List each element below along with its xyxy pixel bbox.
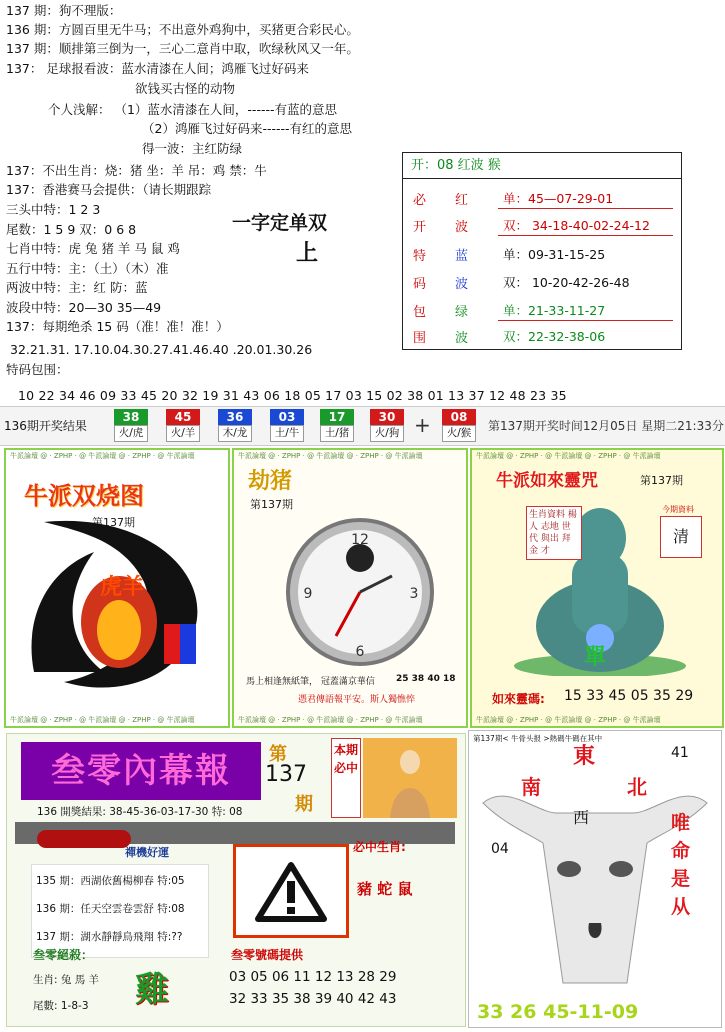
box-row-label: 必: [413, 193, 427, 208]
text-line: 137：不出生肖：烧：猪 坐：羊 吊：鸡 禁：牛: [6, 163, 267, 178]
panel-buddha: [470, 448, 724, 728]
box-row-label: 码: [413, 277, 427, 292]
panel-poem-line: 馬上相逢無紙筆， 冠蓋滿京華信: [246, 677, 375, 687]
panel-border-text: 牛派論壇 @ · ZPHP · @ 牛派論壇 @ · ZPHP · @ 牛派論壇: [476, 452, 661, 460]
text-line: 137 期：狗不理版：: [6, 3, 122, 18]
box-row-label: 围: [413, 331, 427, 346]
must-zodiac-label: 必中生肖:: [353, 840, 406, 854]
issue-prefix: 第: [269, 744, 287, 765]
black-swirl-graphic: [24, 512, 220, 698]
result-line: 136 開獎結果: 38-45-36-03-17-30 特: 08: [37, 806, 243, 818]
number-04: 04: [491, 841, 509, 857]
right-text: 清: [660, 516, 702, 558]
text-line: 波段中特：20—30 35—49: [6, 300, 162, 315]
numbers-row: 10 22 34 46 09 33 45 20 32 19 31 43 06 18 05 17 03 15 02 38 01 13 37 12 48 23 35: [18, 388, 567, 403]
kill-zodiac: 生肖: 兔 馬 羊: [33, 974, 100, 986]
box-header: 开：08 红波 猴: [403, 153, 681, 179]
result-ball: 36 木/龙: [218, 409, 252, 442]
box-row-label: 特: [413, 249, 427, 264]
text-line: 得一波：主红防绿: [142, 141, 243, 156]
south-char: 南: [521, 775, 541, 799]
list-item: 136 期：任天空雲卷雲舒 特:08: [36, 903, 185, 915]
bottom-numbers: 33 26 45-11-09: [477, 1001, 639, 1023]
code-row: 03 05 06 11 12 13 28 29: [229, 969, 397, 985]
panel-border-text: 牛派論壇 @ · ZPHP · @ 牛派論壇 @ · ZPHP · @ 牛派論壇: [10, 452, 195, 460]
left-zodiac-text: 生肖資料 楊人 志地 世代 與出 拜金 才: [526, 506, 582, 560]
kill-title: 叁零絕殺：: [33, 948, 94, 962]
code-grid: [229, 966, 396, 1010]
issue-suffix: 期: [295, 794, 313, 815]
svg-text:9: 9: [303, 586, 313, 602]
box-row-wave: 波: [455, 277, 469, 292]
goddess-graphic: [363, 738, 457, 818]
panel-double-burn: [4, 448, 230, 728]
box-row: [403, 321, 681, 349]
next-draw-info: 第137期开奖时间12月05日 星期二21:33分: [488, 419, 724, 433]
box-row-nums: 双： 10-20-42-26-48: [503, 275, 630, 290]
box-row-nums: 单：45—07-29-01: [503, 191, 614, 206]
code-row: 32 33 35 38 39 40 42 43: [229, 991, 397, 1007]
panel-border-text: 牛派論壇 @ · ZPHP · @ 牛派論壇 @ · ZPHP · @ 牛派論壇: [10, 716, 195, 724]
warning-icon: [236, 847, 346, 935]
svg-text:12: 12: [351, 532, 369, 548]
list-item: 135 期：西湖依舊楊柳春 特:05: [36, 875, 185, 887]
prediction-list: [31, 864, 209, 958]
box-row: [403, 267, 681, 295]
text-line: 三头中特：1 2 3: [6, 202, 101, 217]
text-line: （2）鸿雁飞过好码来------有红的意思: [142, 121, 353, 136]
panel-zodiac-char: 虎羊: [100, 575, 145, 600]
must-box: 本期必中: [331, 738, 361, 818]
box-row-wave: 波: [455, 331, 469, 346]
result-ball: 30 火/狗: [370, 409, 404, 442]
box-row-nums: 双：22-32-38-06: [503, 329, 606, 344]
box-row-label: 包: [413, 305, 427, 320]
special-ball: 08 火/猴: [442, 409, 476, 442]
panel-issue: 第137期: [640, 474, 683, 487]
result-ball: 45 火/羊: [166, 409, 200, 442]
result-ball: 17 土/猪: [320, 409, 354, 442]
issue-number: 137: [265, 762, 307, 787]
rooster-char: 雞: [135, 970, 169, 1010]
overlay-title: 一字定单双: [232, 212, 328, 234]
text-line: 特码包围：: [6, 362, 69, 377]
results-label: 136期开奖结果: [4, 419, 87, 433]
panel-title: 牛派双烧图: [24, 482, 144, 510]
west-char: 西: [573, 808, 590, 827]
result-ball: 03 土/牛: [270, 409, 304, 442]
code-title: 叁零號碼提供: [231, 948, 304, 962]
panel-issue: 第137期: [250, 498, 293, 511]
text-line: 个人浅解： （1）蓝水清漆在人间，------有蓝的意思: [48, 102, 337, 117]
panel-issue: 第137期: [92, 516, 135, 529]
svg-text:3: 3: [409, 586, 419, 602]
box-row-nums: 单：21-33-11-27: [503, 303, 606, 318]
panel-title: 劫猪: [248, 469, 293, 494]
special-code-box: [402, 152, 682, 350]
right-label: 今期資料: [662, 505, 694, 514]
panel-thirty-zero-news: [6, 733, 466, 1027]
box-row: [403, 183, 681, 211]
box-row-wave: 蓝: [455, 249, 469, 264]
zodiac-clock-graphic: [274, 506, 450, 676]
vertical-motto: 唯命是从: [671, 812, 691, 918]
panel-border-text: 牛派論壇 @ · ZPHP · @ 牛派論壇 @ · ZPHP · @ 牛派論壇: [476, 716, 661, 724]
text-line: 137：香港赛马会提供：（请长期跟踪: [6, 182, 212, 197]
box-row: [403, 295, 681, 323]
panel-ox-skull: [468, 730, 722, 1028]
east-char: 東: [573, 744, 596, 769]
panel-rob-pig: [232, 448, 468, 728]
overlay-char: 上: [296, 241, 319, 266]
box-row: [403, 210, 681, 238]
number-41: 41: [671, 745, 689, 761]
plus-sign: +: [414, 413, 431, 437]
caption: 第137期< 牛骨头报 >熱碼牛碼在其中: [473, 734, 603, 743]
text-line: 137：每期绝杀 15 码（准！准！准！）: [6, 319, 229, 334]
center-char: 單: [584, 645, 607, 670]
text-line: 136 期：方圆百里无牛马；不出意外鸡狗中，买猪更合彩民心。: [6, 22, 359, 37]
panel-border-text: 牛派論壇 @ · ZPHP · @ 牛派論壇 @ · ZPHP · @ 牛派論壇: [238, 452, 423, 460]
box-row-label: 开: [413, 220, 427, 235]
result-ball: 38 火/虎: [114, 409, 148, 442]
warning-box: [233, 844, 349, 938]
box-row: [403, 239, 681, 267]
panel-poem-line: 憑君傳語報平安。斯人獨憔悴: [298, 695, 416, 705]
bottom-nums: 15 33 45 05 35 29: [564, 688, 694, 704]
text-line: 欲钱买古怪的动物: [135, 81, 236, 96]
text-line: 七肖中特：虎 兔 猪 羊 马 鼠 鸡: [6, 241, 180, 256]
panel-border-text: 牛派論壇 @ · ZPHP · @ 牛派論壇 @ · ZPHP · @ 牛派論壇: [238, 716, 423, 724]
text-line: 32.21.31. 17.10.04.30.27.41.46.40 .20.01.30.26: [10, 342, 313, 357]
text-line: 五行中特：主：（土）（木）准: [6, 261, 169, 276]
box-row-nums: 单：09-31-15-25: [503, 247, 606, 262]
box-row-nums: 双： 34-18-40-02-24-12: [503, 218, 650, 233]
bottom-label: 如來靈碼:: [492, 692, 545, 706]
panel-nums: 25 38 40 18: [396, 674, 456, 684]
north-char: 北: [627, 775, 647, 799]
results-bar: [0, 406, 725, 446]
list-item: 137 期：湖水靜靜鳥飛翔 特:??: [36, 931, 183, 943]
panel-title: 牛派如來靈咒: [496, 471, 598, 491]
text-line: 两波中特：主：红 防：蓝: [6, 280, 148, 295]
text-line: 尾数：1 5 9 双：0 6 8: [6, 222, 137, 237]
box-row-wave: 红: [455, 193, 469, 208]
text-line: 137： 足球报看波：蓝水清漆在人间；鸿雁飞过好码来: [6, 61, 309, 76]
banner-title: 叁零內幕報: [21, 742, 261, 800]
text-line: 137 期：顺排第三倒为一，三心二意肖中取，吹绿秋风又一年。: [6, 41, 359, 56]
kill-tail: 尾數: 1-8-3: [33, 1000, 89, 1012]
box-row-wave: 波: [455, 220, 469, 235]
svg-text:6: 6: [355, 644, 365, 660]
box-row-wave: 绿: [455, 305, 469, 320]
must-zodiac-value: 豬 蛇 鼠: [357, 880, 413, 898]
list-title: 禪機好運: [125, 846, 169, 859]
